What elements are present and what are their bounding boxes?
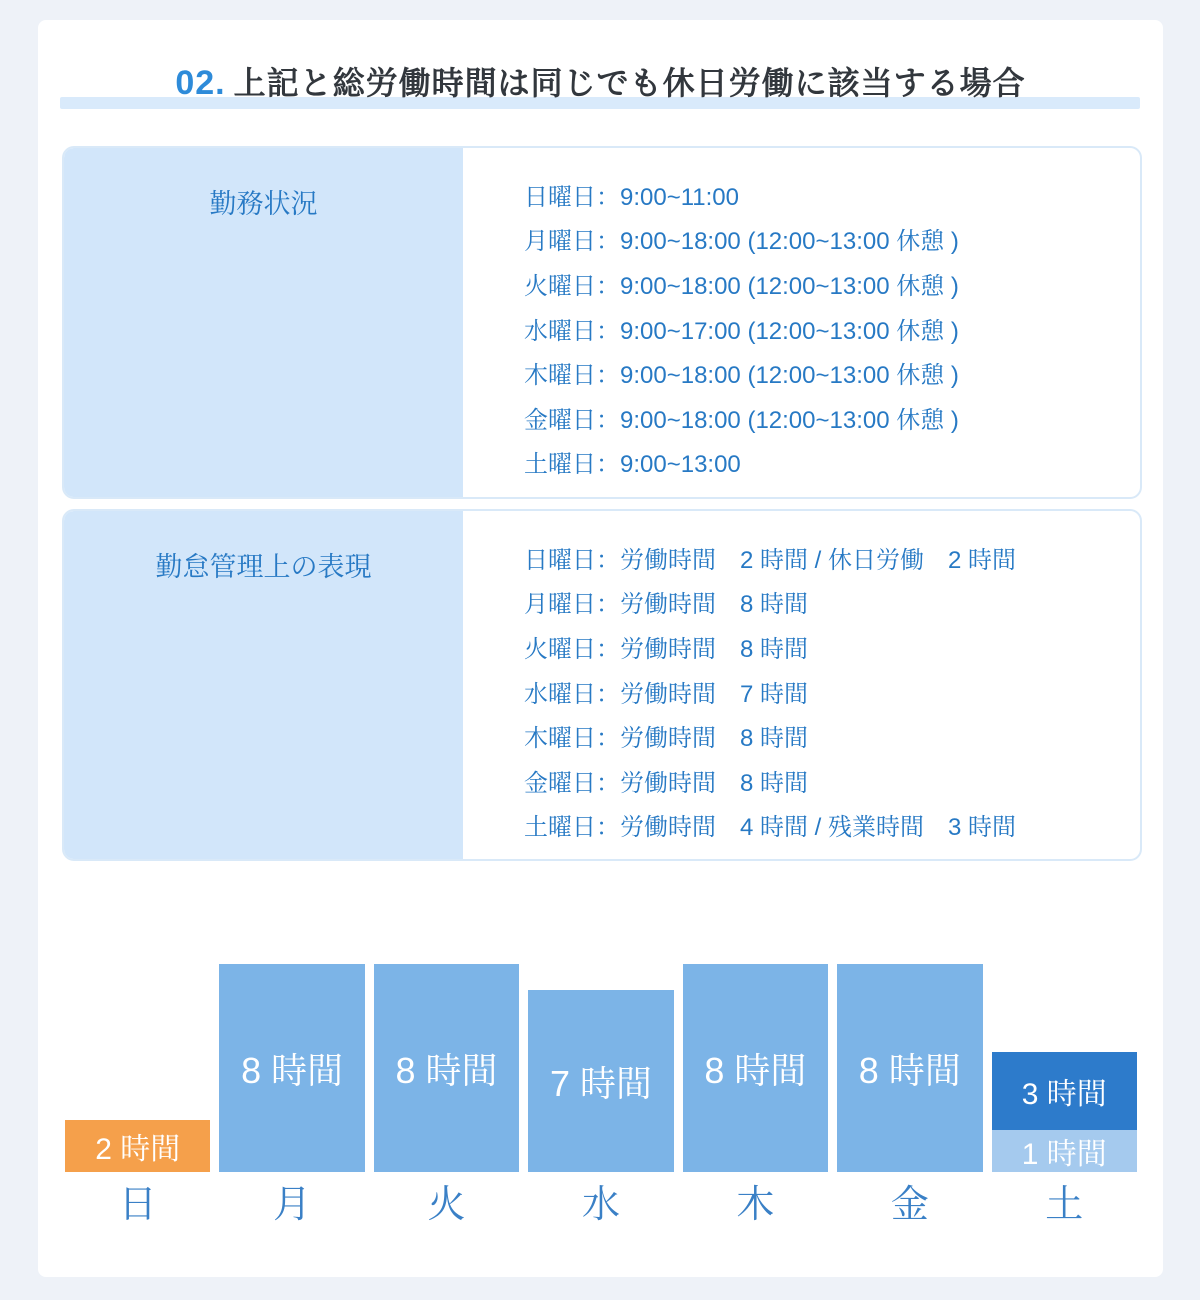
work-status-section xyxy=(62,146,1142,499)
title-text: 上記と総労働時間は同じでも休日労働に該当する場合 xyxy=(233,65,1026,101)
attendance-expression-line: 木曜日：労働時間 8 時間 xyxy=(524,725,809,753)
work-status-line: 木曜日：9:00~18:00 (12:00~13:00 休憩 ) xyxy=(524,362,959,390)
bar-segment-regular xyxy=(219,964,364,1172)
bar-火 xyxy=(374,964,519,1172)
attendance-expression-line: 水曜日：労働時間 7 時間 xyxy=(524,680,809,708)
day-label-月: 月 xyxy=(273,1184,312,1226)
bar-水 xyxy=(528,964,673,1172)
bar-segment-label: 1 時間 xyxy=(1021,1138,1107,1171)
attendance-expression-line: 火曜日：労働時間 8 時間 xyxy=(524,635,809,663)
bar-月 xyxy=(219,964,364,1172)
work-status-line: 日曜日：9:00~11:00 xyxy=(524,183,740,211)
bar-segment-regular xyxy=(837,964,982,1172)
attendance-expression-line: 金曜日：労働時間 8 時間 xyxy=(524,769,809,797)
work-status-line: 火曜日：9:00~18:00 (12:00~13:00 休憩 ) xyxy=(524,272,959,300)
bar-segment-regular xyxy=(374,964,519,1172)
title-number: 02. xyxy=(175,64,226,102)
bar-segment-label: 8 時間 xyxy=(395,1049,498,1091)
day-label-日: 日 xyxy=(118,1184,157,1226)
bar-segment-label: 7 時間 xyxy=(549,1062,652,1104)
bar-segment-regular xyxy=(528,990,673,1172)
bar-segment-label: 8 時間 xyxy=(858,1049,961,1091)
page-title xyxy=(38,64,1163,102)
bar-segment-label: 2 時間 xyxy=(95,1133,181,1166)
attendance-expression-content xyxy=(463,511,1140,859)
day-label-木: 木 xyxy=(736,1184,775,1226)
attendance-expression-line: 土曜日：労働時間 4 時間 / 残業時間 3 時間 xyxy=(524,814,1017,842)
bar-chart-day-labels xyxy=(65,1180,1137,1230)
attendance-expression-label: 勤怠管理上の表現 xyxy=(64,511,463,859)
work-status-label: 勤務状況 xyxy=(64,148,463,497)
bar-日 xyxy=(65,964,210,1172)
infographic-card xyxy=(38,20,1163,1277)
attendance-expression-line: 日曜日：労働時間 2 時間 / 休日労働 2 時間 xyxy=(524,546,1017,574)
bar-土 xyxy=(992,964,1137,1172)
bar-segment-regular_light xyxy=(992,1130,1137,1172)
bar-segment-regular xyxy=(683,964,828,1172)
bar-chart-columns xyxy=(65,964,1137,1172)
attendance-expression-line: 月曜日：労働時間 8 時間 xyxy=(524,591,809,619)
day-label-水: 水 xyxy=(581,1184,620,1226)
work-status-line: 土曜日：9:00~13:00 xyxy=(524,451,741,479)
bar-segment-label: 8 時間 xyxy=(704,1049,807,1091)
bar-segment-holiday_work xyxy=(65,1120,210,1172)
work-status-line: 水曜日：9:00~17:00 (12:00~13:00 休憩 ) xyxy=(524,317,959,345)
work-status-line: 金曜日：9:00~18:00 (12:00~13:00 休憩 ) xyxy=(524,406,959,434)
bar-segment-overtime xyxy=(992,1052,1137,1130)
day-label-金: 金 xyxy=(890,1184,929,1226)
day-label-火: 火 xyxy=(427,1184,466,1226)
bar-金 xyxy=(837,964,982,1172)
work-status-line: 月曜日：9:00~18:00 (12:00~13:00 休憩 ) xyxy=(524,228,959,256)
work-status-content xyxy=(463,148,1140,497)
attendance-expression-section xyxy=(62,509,1142,861)
bar-segment-label: 3 時間 xyxy=(1021,1078,1107,1111)
day-label-土: 土 xyxy=(1045,1184,1084,1226)
bar-木 xyxy=(683,964,828,1172)
bar-segment-label: 8 時間 xyxy=(241,1049,344,1091)
